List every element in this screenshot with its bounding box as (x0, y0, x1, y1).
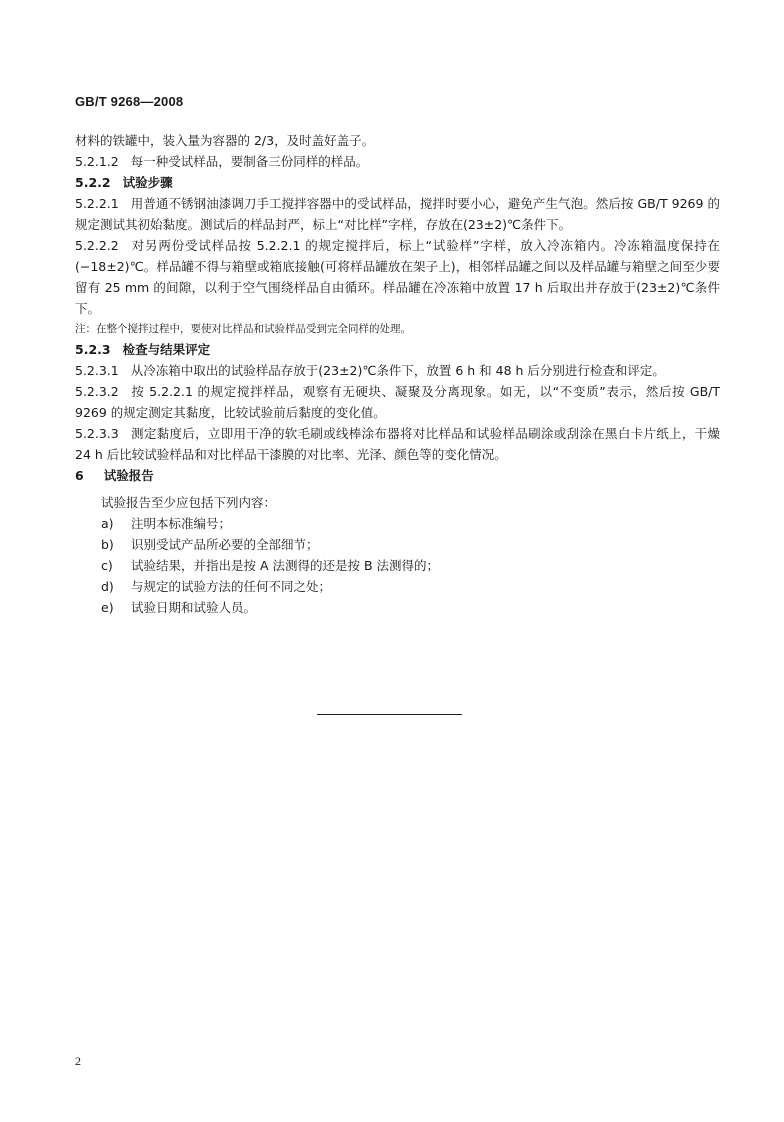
clause-number: 5.2.2.2 (75, 238, 119, 253)
list-marker: c) (101, 558, 113, 573)
clause-5-2-3-1 (75, 360, 720, 381)
list-marker: a) (101, 516, 114, 531)
clause-number: 5.2.3.3 (75, 426, 119, 441)
page-number: 2 (75, 1054, 81, 1068)
heading-5-2-3 (75, 339, 720, 360)
list-marker: d) (101, 579, 114, 594)
heading-5-2-2 (75, 172, 720, 193)
document-body (75, 130, 720, 618)
clause-text: 每一种受试样品，要制备三份同样的样品。 (130, 154, 369, 169)
clause-number: 5.2.3.2 (75, 384, 119, 399)
clause-text: 对另两份受试样品按 5.2.2.1 的规定搅拌后，标上“试验样”字样，放入冷冻箱内。冷冻箱温度保持在(−18±2)℃。样品罐不得与箱壁或箱底接触(可将样品罐放在架子上)，相邻样品罐之间以及样品罐与箱壁之间至少要留有 25 mm 的间隙，以利于空气围绕样品自由循环。样品罐在冷冻箱中放置 17 h 后取出并存放于(23±2)℃条件下。 (75, 238, 720, 316)
list-text: 注明本标准编号； (131, 516, 232, 531)
end-rule (317, 714, 462, 715)
paragraph-continuation (75, 130, 720, 151)
list-item (75, 513, 720, 534)
heading-section-6 (75, 465, 720, 486)
list-text: 与规定的试验方法的任何不同之处； (131, 579, 332, 594)
paragraph-text: 材料的铁罐中，装入量为容器的 2/3，及时盖好盖子。 (75, 133, 375, 148)
list-text: 识别受试产品所必要的全部细节； (131, 537, 319, 552)
list-marker: b) (101, 537, 114, 552)
list-text: 试验日期和试验人员。 (131, 600, 257, 615)
list-item (75, 555, 720, 576)
clause-text: 按 5.2.2.1 的规定搅拌样品，观察有无硬块、凝聚及分离现象。如无，以“不变质”表示，然后按 GB/T 9269 的规定测定其黏度，比较试验前后黏度的变化值。 (75, 384, 720, 420)
clause-number: 5.2.2 (75, 175, 111, 190)
list-marker: e) (101, 600, 114, 615)
clause-5-2-3-2 (75, 381, 720, 423)
heading-text: 试验步骤 (122, 175, 173, 190)
list-text: 试验结果，并指出是按 A 法测得的还是按 B 法测得的； (131, 558, 440, 573)
clause-text: 测定黏度后，立即用干净的软毛刷或线棒涂布器将对比样品和试验样品刷涂或刮涂在黑白卡片纸上，干燥 24 h 后比较试验样品和对比样品干漆膜的对比率、光泽、颜色等的变化情况。 (75, 426, 720, 462)
clause-number: 5.2.3.1 (75, 363, 119, 378)
clause-5-2-2-2 (75, 235, 720, 319)
heading-text: 检查与结果评定 (122, 342, 211, 357)
note (75, 319, 720, 339)
clause-text: 从冷冻箱中取出的试验样品存放于(23±2)℃条件下，放置 6 h 和 48 h 后分别进行检查和评定。 (130, 363, 665, 378)
list-item (75, 576, 720, 597)
clause-text: 用普通不锈钢油漆调刀手工搅拌容器中的受试样品，搅拌时要小心，避免产生气泡。然后按 GB/T 9269 的规定测试其初始黏度。测试后的样品封严，标上“对比样”字样，存放在(23±2)℃条件下。 (75, 196, 720, 232)
list-item (75, 534, 720, 555)
clause-5-2-2-1 (75, 193, 720, 235)
clause-number: 5.2.2.1 (75, 196, 119, 211)
clause-number: 5.2.3 (75, 342, 111, 357)
list-item (75, 597, 720, 618)
clause-5-2-1-2 (75, 151, 720, 172)
section-intro: 试验报告至少应包括下列内容： (101, 495, 277, 510)
clause-number: 5.2.1.2 (75, 154, 119, 169)
standard-code: GB/T 9268—2008 (75, 94, 184, 109)
section-number: 6 (75, 468, 84, 483)
note-text: 注：在整个搅拌过程中，要使对比样品和试验样品受到完全同样的处理。 (75, 323, 411, 335)
section-title: 试验报告 (103, 468, 154, 483)
clause-5-2-3-3 (75, 423, 720, 465)
